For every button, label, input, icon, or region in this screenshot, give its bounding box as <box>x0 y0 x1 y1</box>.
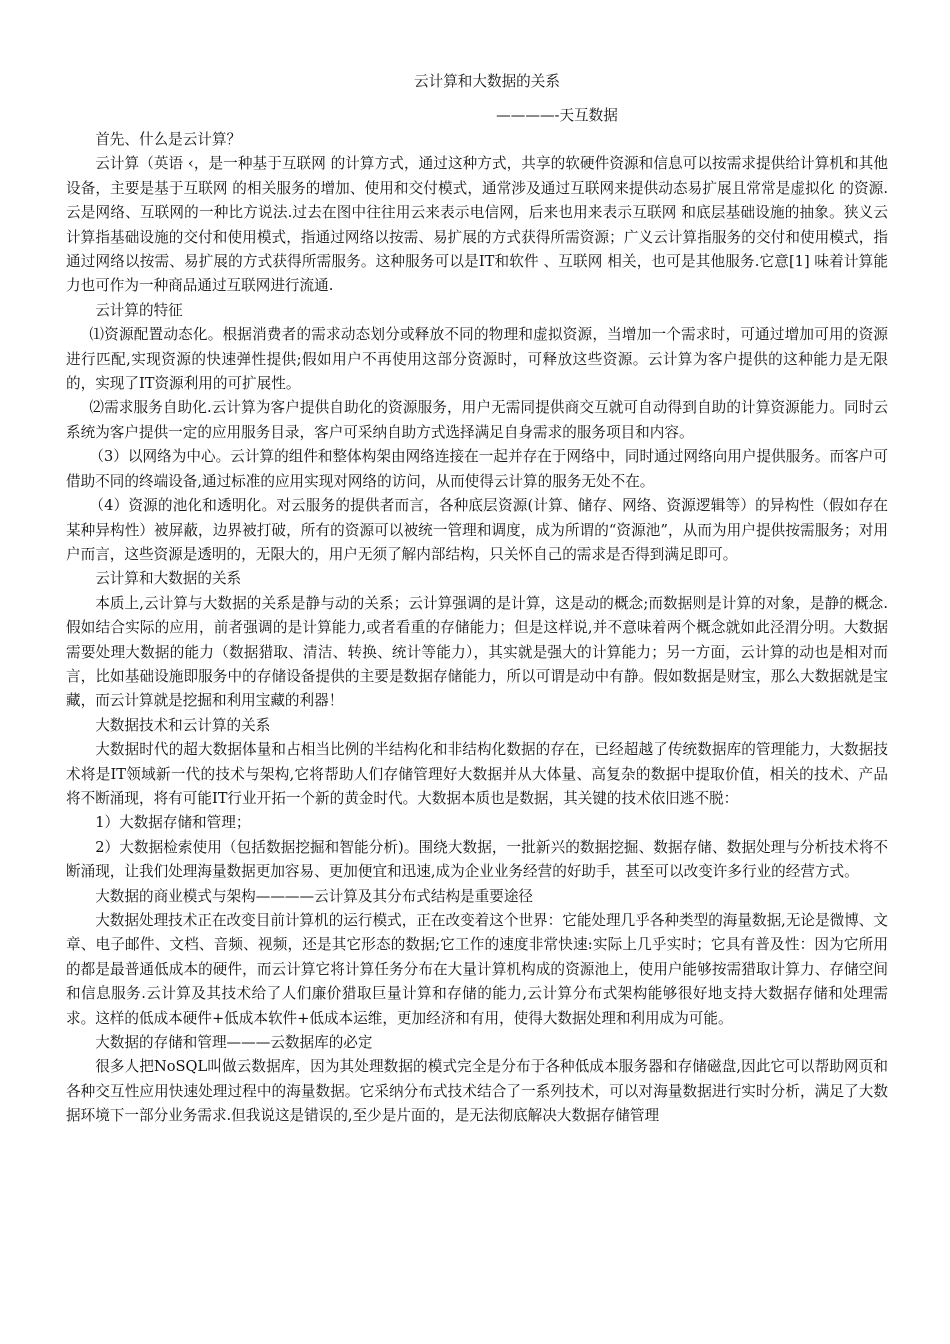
section-heading-bigdata-tech: 大数据技术和云计算的关系 <box>95 716 271 734</box>
list-item-1: 1）大数据存储和管理； <box>95 814 251 832</box>
paragraph-feature-3: （3）以网络为中心。云计算的组件和整体构架由网络连接在一起并存在于网络中，同时通过网络向用户提供服务。而客户可借助不同的终端设备,通过标准的应用实现对网络的访问，从而使得云计算的服务无处不在。 <box>66 448 888 490</box>
section-heading-business-model: 大数据的商业模式与架构————云计算及其分布式结构是重要途径 <box>95 887 534 905</box>
section-heading-cloud-bigdata-relation: 云计算和大数据的关系 <box>95 570 242 588</box>
paragraph-feature-4: （4）资源的池化和透明化。对云服务的提供者而言，各种底层资源(计算、储存、网络、资源逻辑等）的异构性（假如存在某种异构性）被屏蔽，边界被打破，所有的资源可以被统一管理和调度，成为所谓的“资源池”，从而为用户提供按需服务；对用户而言，这些资源是透明的，无限大的，用户无须了解内部结构，只关怀自己的需求是否得到满足即可。 <box>66 497 888 563</box>
paragraph-feature-1: ⑴资源配置动态化。根据消费者的需求动态划分或释放不同的物理和虚拟资源，当增加一个需求时，可通过增加可用的资源进行匹配,实现资源的快速弹性提供;假如用户不再使用这部分资源时，可释放这些资源。云计算为客户提供的这种能力是无限的，实现了IT资源利用的可扩展性。 <box>66 326 888 393</box>
paragraph-bigdata-tech: 大数据时代的超大数据体量和占相当比例的半结构化和非结构化数据的存在，已经超越了传统数据库的管理能力，大数据技术将是IT领域新一代的技术与架构,它将帮助人们存储管理好大数据并从大体量、高复杂的数据中提取价值，相关的技术、产品将不断涌现，将有可能IT行业开拓一个新的黄金时代。大数据本质也是数据，其关键的技术依旧逃不脱： <box>66 741 888 807</box>
paragraph-feature-2: ⑵需求服务自助化.云计算为客户提供自助化的资源服务，用户无需同提供商交互就可自动得到自助的计算资源能力。同时云系统为客户提供一定的应用服务目录，客户可采纳自助方式选择满足自身需求的服务项目和内容。 <box>66 399 888 441</box>
document-page <box>66 70 888 1129</box>
section-heading-storage: 大数据的存储和管理———云数据库的必定 <box>95 1034 373 1052</box>
paragraph-storage: 很多人把NoSQL叫做云数据库，因为其处理数据的模式完全是分布于各种低成本服务器和存储磁盘,因此它可以帮助网页和各种交互性应用快速处理过程中的海量数据。它采纳分布式技术结合了一系列技术，可以对海量数据进行实时分析，满足了大数据环境下一部分业务需求.但我说这是错误的,至少是片面的，是无法彻底解决大数据存储管理 <box>66 1058 888 1125</box>
document-title: 云计算和大数据的关系 <box>414 73 560 90</box>
paragraph-relation: 本质上,云计算与大数据的关系是静与动的关系；云计算强调的是计算，这是动的概念;而数据则是计算的对象，是静的概念.假如结合实际的应用，前者强调的是计算能力,或者看重的存储能力；但是这样说,并不意味着两个概念就如此泾渭分明。大数据需要处理大数据的能力（数据猎取、清洁、转换、统计等能力），其实就是强大的计算能力；另一方面，云计算的动也是相对而言，比如基础设施即服务中的存储设备提供的主要是数据存储能力，所以可谓是动中有静。假如数据是财宝，那么大数据就是宝藏，而云计算就是挖掘和利用宝藏的利器！ <box>66 594 888 710</box>
section-heading-what-is-cloud: 首先、什么是云计算？ <box>95 131 242 148</box>
list-item-2: 2）大数据检索使用（包括数据挖掘和智能分析)。围绕大数据，一批新兴的数据挖掘、数据存储、数据处理与分析技术将不断涌现，让我们处理海量数据更加容易、更加便宜和迅速,成为企业业务经营的好助手，甚至可以改变许多行业的经营方式。 <box>66 838 888 881</box>
section-heading-cloud-features: 云计算的特征 <box>95 301 183 319</box>
paragraph-cloud-definition: 云计算（英语 ‹，是一种基于互联网 的计算方式，通过这种方式，共享的软硬件资源和信息可以按需求提供给计算机和其他设备，主要是基于互联网 的相关服务的增加、使用和交付模式，通常涉及通过互联网来提供动态易扩展且常常是虚拟化 的资源.云是网络、互联网的一种比方说法.过去在图中往往用云来表示电信网，后来也用来表示互联网 和底层基础设施的抽象。狭义云计算指基础设施的交付和使用模式，指通过网络以按需、易扩展的方式获得所需资源；广义云计算指服务的交付和使用模式，指通过网络以按需、易扩展的方式获得所需服务。这种服务可以是IT和软件 、互联网 相关，也可是其他服务.它意[1] 味着计算能力也可作为一种商品通过互联网进行流通. <box>66 155 888 295</box>
paragraph-business-model: 大数据处理技术正在改变目前计算机的运行模式，正在改变着这个世界：它能处理几乎各种类型的海量数据,无论是微博、文章、电子邮件、文档、音频、视频，还是其它形态的数据;它工作的速度非常快速:实际上几乎实时；它具有普及性：因为它所用的都是最普通低成本的硬件，而云计算它将计算任务分布在大量计算机构成的资源池上，使用户能够按需猎取计算力、存储空间和信息服务.云计算及其技术给了人们廉价猎取巨量计算和存储的能力,云计算分布式架构能够很好地支持大数据存储和处理需求。这样的低成本硬件+低成本软件+低成本运维，更加经济和有用，使得大数据处理和利用成为可能。 <box>66 912 888 1027</box>
document-byline: ————-天互数据 <box>496 107 618 124</box>
